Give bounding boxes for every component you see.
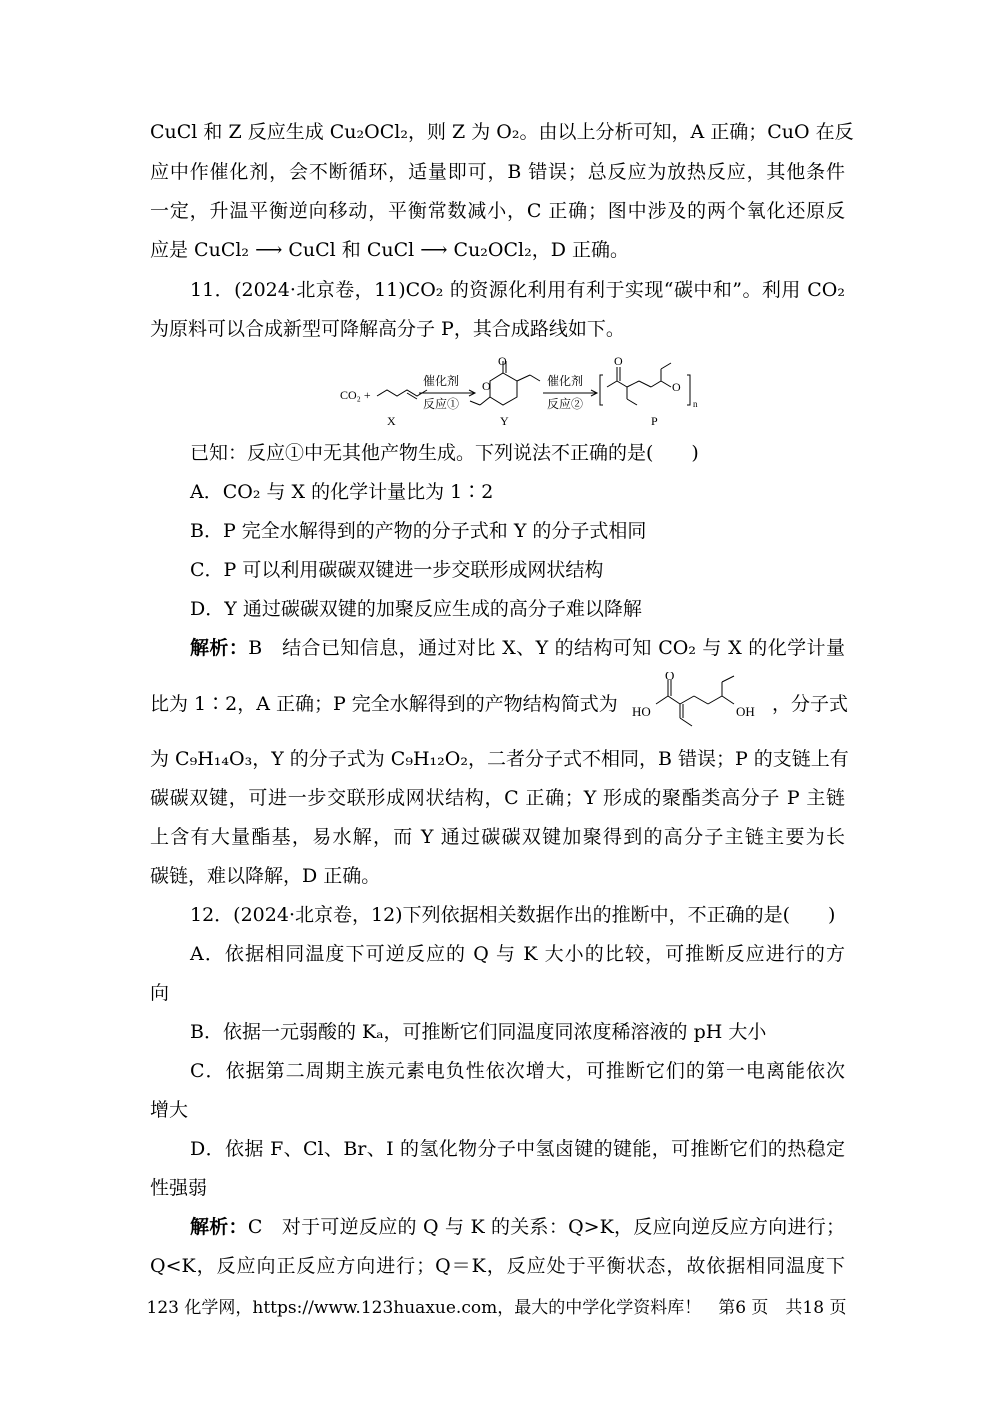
n-label: n	[693, 399, 698, 409]
ring-o-label: O	[482, 379, 491, 393]
question-11-stem: 为原料可以合成新型可降解高分子 P，其合成路线如下。	[150, 318, 625, 340]
catalyst-label-2: 催化剂	[547, 374, 584, 388]
question-11-known: 已知：反应①中无其他产物生成。下列说法不正确的是( )	[190, 442, 699, 464]
question-12-stem: 12．(2024·北京卷，12)下列依据相关数据作出的推断中，不正确的是( )	[190, 904, 836, 926]
option-a: A．依据相同温度下可逆反应的 Q 与 K 大小的比较，可推断反应进行的方	[190, 943, 845, 965]
page-footer: 123 化学网，https://www.123huaxue.com，最大的中学化学资料库！ 第6 页 共18 页	[146, 1298, 847, 1318]
option-d: D．Y 通过碳碳双键的加聚反应生成的高分子难以降解	[190, 598, 642, 620]
option-b: B．P 完全水解得到的产物的分子式和 Y 的分子式相同	[190, 520, 647, 542]
text-line: CuCl 和 Z 反应生成 Cu₂OCl₂，则 Z 为 O₂。由以上分析可知，A 正确；CuO 在反	[150, 121, 854, 143]
text-line: 一定，升温平衡逆向移动，平衡常数减小，C 正确；图中涉及的两个氧化还原反	[150, 200, 845, 222]
option-a: A．CO₂ 与 X 的化学计量比为 1∶2	[190, 481, 494, 503]
catalyst-label: 催化剂	[423, 374, 460, 388]
analysis-line: 上含有大量酯基，易水解，而 Y 通过碳碳双键加聚得到的高分子主链主要为长	[150, 826, 845, 848]
analysis-line	[190, 1215, 845, 1239]
option-d: D．依据 F、Cl、Br、I 的氢化物分子中氢卤键的键能，可推断它们的热稳定	[190, 1138, 845, 1160]
analysis-line: 碳碳双键，可进一步交联形成网状结构，C 正确；Y 形成的聚酯类高分子 P 主链	[150, 787, 845, 809]
hydrolysis-product-structure	[628, 672, 773, 730]
analysis-line: 碳链，难以降解，D 正确。	[150, 865, 381, 887]
x-label: X	[387, 414, 396, 428]
synthesis-route-diagram	[335, 355, 705, 430]
analysis-line: 比为 1∶2，A 正确；P 完全水解得到的产物结构简式为	[150, 693, 618, 715]
o-label: O	[498, 355, 507, 368]
text-line: 应中作催化剂，会不断循环，适量即可，B 错误；总反应为放热反应，其他条件	[150, 161, 845, 183]
ho-label: HO	[632, 704, 651, 719]
analysis-text: B 结合已知信息，通过对比 X、Y 的结构可知 CO₂ 与 X 的化学计量	[248, 637, 845, 659]
option-c-cont: 增大	[150, 1099, 189, 1121]
co2-label: CO₂ +	[340, 388, 371, 402]
option-c: C．P 可以利用碳碳双键进一步交联形成网状结构	[190, 559, 604, 581]
option-a-cont: 向	[150, 982, 170, 1004]
option-d-cont: 性强弱	[150, 1177, 208, 1199]
analysis-text: C 对于可逆反应的 Q 与 K 的关系：Q>K，反应向逆反应方向进行；	[247, 1216, 845, 1238]
o-label-product: O	[665, 672, 675, 683]
analysis-label: 解析：	[190, 637, 249, 659]
oh-label: OH	[736, 704, 755, 719]
reaction1-label: 反应①	[423, 397, 460, 411]
y-label: Y	[500, 414, 509, 428]
analysis-line: 为 C₉H₁₄O₃，Y 的分子式为 C₉H₁₂O₂，二者分子式不相同，B 错误；P 的支链上有	[150, 748, 849, 770]
question-11-stem: 11．(2024·北京卷，11)CO₂ 的资源化利用有利于实现“碳中和”。利用 CO₂	[190, 279, 845, 301]
option-b: B．依据一元弱酸的 Kₐ，可推断它们同温度同浓度稀溶液的 pH 大小	[190, 1021, 767, 1043]
text-line: 应是 CuCl₂ ⟶ CuCl 和 CuCl ⟶ Cu₂OCl₂，D 正确。	[150, 239, 630, 261]
p-label: P	[651, 414, 658, 428]
chain-o-label: O	[672, 380, 681, 394]
analysis-line: Q<K，反应向正反应方向进行；Q＝K，反应处于平衡状态，故依据相同温度下	[150, 1255, 845, 1277]
option-c: C．依据第二周期主族元素电负性依次增大，可推断它们的第一电离能依次	[190, 1060, 845, 1082]
analysis-line-end: ，分子式	[772, 693, 849, 715]
analysis-line	[190, 636, 845, 660]
analysis-label: 解析：	[190, 1216, 248, 1238]
reaction2-label: 反应②	[547, 397, 584, 411]
o-label-p: O	[614, 355, 623, 368]
